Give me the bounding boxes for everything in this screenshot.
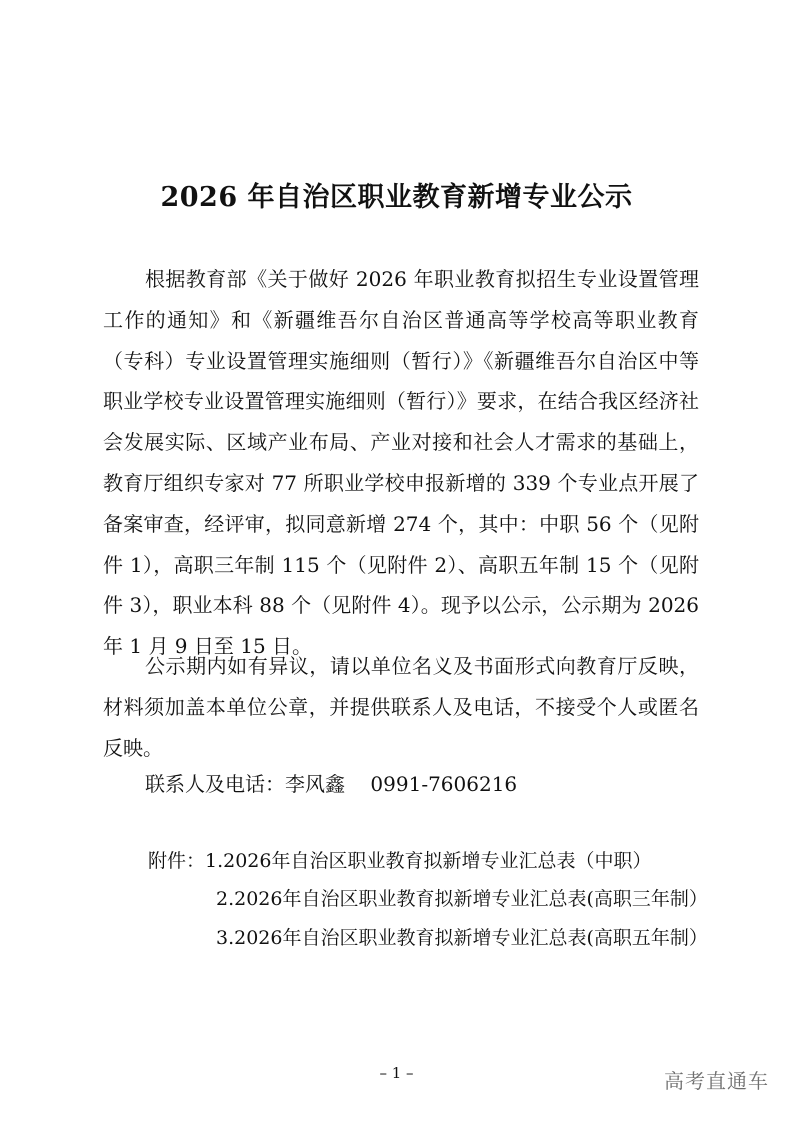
body-paragraph-announcement: 根据教育部《关于做好 2026 年职业教育拟招生专业设置管理工作的通知》和《新疆维吾尔自治区普通高等学校高等职业教育（专科）专业设置管理实施细则（暂行）》《新疆维吾尔自治区中等职业学校专业设置管理实施细则（暂行）》要求，在结合我区经济社会发展实际、区域产业布局、产业对接和社会人才需求的基础上，教育厅组织专家对 77 所职业学校申报新增的 339 个专业点开展了备案审查，经评审，拟同意新增 274 个，其中：中职 56 个（见附件 1），高职三年制 115 个（见附件 2）、高职五年制 15 个（见附件 3），职业本科 88 个（见附件 4）。现予以公示，公示期为 2026 年 1 月 9 日至 15 日。: [103, 267, 699, 659]
watermark-text: 高考直通车: [664, 1069, 769, 1093]
page-number: – 1 –: [379, 1064, 414, 1082]
contact-line: 联系人及电话：李风鑫 0991-7606216: [145, 772, 518, 796]
document-title: 2026 年自治区职业教育新增专业公示: [160, 182, 633, 213]
body-paragraph-objection: 公示期内如有异议，请以单位名义及书面形式向教育厅反映，材料须加盖本单位公章，并提供联系人及电话，不接受个人或匿名反映。: [103, 654, 699, 760]
attachment-item-1: 附件：1.2026年自治区职业教育拟新增专业汇总表（中职）: [148, 850, 652, 872]
attachment-item-2: 2.2026年自治区职业教育拟新增专业汇总表(高职三年制）: [216, 888, 708, 910]
attachment-item-3: 3.2026年自治区职业教育拟新增专业汇总表(高职五年制）: [216, 927, 708, 949]
